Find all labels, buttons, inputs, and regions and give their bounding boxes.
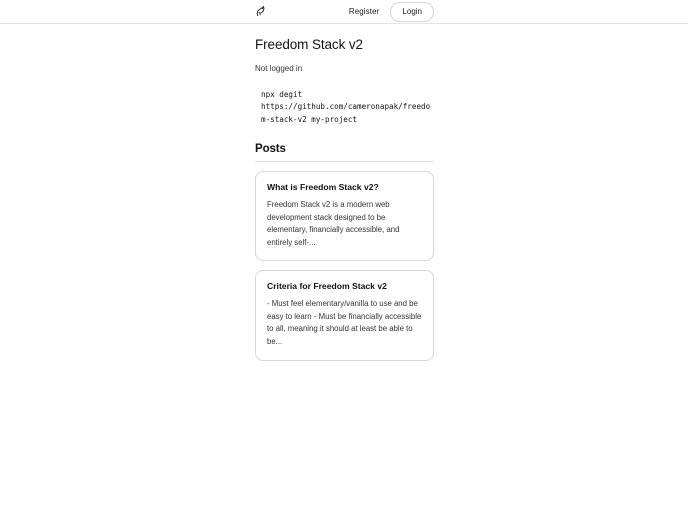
post-card[interactable] xyxy=(255,171,434,261)
site-header xyxy=(0,0,688,24)
login-button[interactable]: Login xyxy=(390,2,434,22)
register-link[interactable]: Register xyxy=(348,6,380,16)
bird-logo-icon[interactable] xyxy=(252,4,268,20)
page-title: Freedom Stack v2 xyxy=(255,37,363,52)
post-card[interactable] xyxy=(255,270,434,360)
header-inner xyxy=(0,0,688,23)
content-column xyxy=(0,24,434,361)
header-nav xyxy=(347,0,434,23)
auth-status: Not logged in xyxy=(255,63,303,73)
post-excerpt: - Must feel elementary/vanilla to use and be easy to learn - Must be financially accessible to all, meaning it should at least be able to be... xyxy=(267,299,422,347)
post-list xyxy=(255,171,434,360)
post-title: Criteria for Freedom Stack v2 xyxy=(267,281,387,292)
posts-divider xyxy=(255,161,434,162)
posts-heading: Posts xyxy=(255,142,286,155)
post-title: What is Freedom Stack v2? xyxy=(267,182,379,193)
page-main xyxy=(0,24,688,361)
post-excerpt: Freedom Stack v2 is a modern web development stack designed to be elementary, financially accessible, and entirely self-... xyxy=(267,199,400,247)
install-command-code[interactable]: npx degit https://github.com/cameronapak/freedom-stack-v2 my-project xyxy=(261,89,431,124)
